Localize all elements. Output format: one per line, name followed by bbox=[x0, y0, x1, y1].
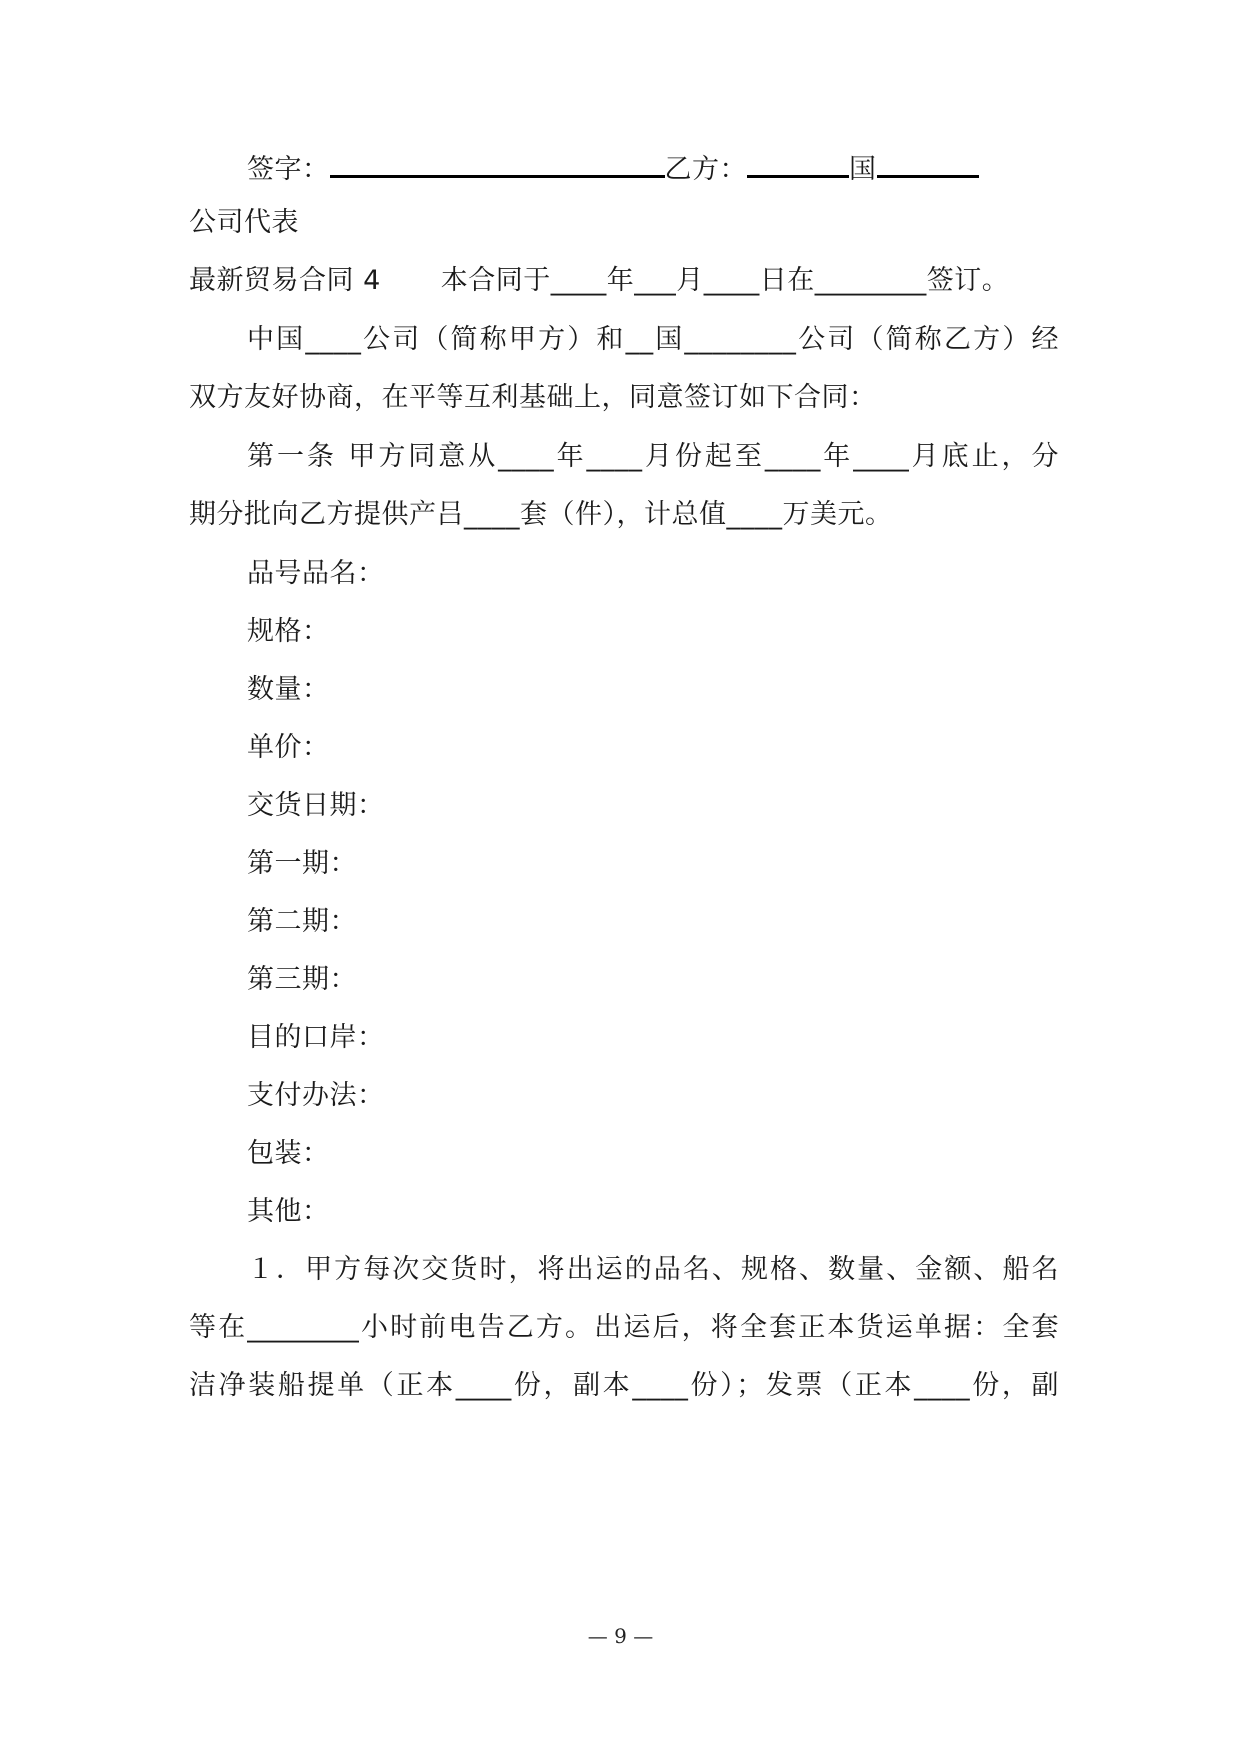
field-phase-three: 第三期： bbox=[247, 964, 357, 995]
field-product-name: 品号品名： bbox=[247, 558, 385, 589]
field-delivery-date: 交货日期： bbox=[247, 790, 385, 821]
party-b-label: 乙方： bbox=[664, 154, 747, 185]
article-one-line: 第一条 甲方同意从____年____月份起至____年____月底止，分 bbox=[247, 441, 1059, 472]
field-destination-port: 目的口岸： bbox=[247, 1022, 385, 1053]
contract-date-text: 本合同于____年___月____日在________签订。 bbox=[440, 265, 1010, 296]
field-quantity: 数量： bbox=[247, 674, 330, 705]
contract-title: 最新贸易合同 4 bbox=[189, 265, 381, 296]
clause-one-line: １．甲方每次交货时，将出运的品名、规格、数量、金额、船名 bbox=[247, 1254, 1059, 1285]
clause-one-continued-2: 洁净装船提单（正本____份，副本____份）；发票（正本____份，副 bbox=[189, 1370, 1059, 1401]
field-specification: 规格： bbox=[247, 616, 330, 647]
signature-blank bbox=[330, 145, 665, 178]
field-payment-method: 支付办法： bbox=[247, 1080, 385, 1111]
field-phase-one: 第一期： bbox=[247, 848, 357, 879]
sign-label: 签字： bbox=[247, 154, 330, 185]
contract-date-line bbox=[189, 261, 1059, 301]
parties-line: 中国____公司（简称甲方）和__国________公司（简称乙方）经 bbox=[247, 324, 1059, 355]
country-blank bbox=[877, 145, 979, 178]
page-number: — 9 — bbox=[587, 1624, 654, 1648]
clause-one-continued-1: 等在________小时前电告乙方。出运后，将全套正本货运单据：全套 bbox=[189, 1312, 1059, 1343]
country-label: 国 bbox=[849, 154, 877, 185]
field-unit-price: 单价： bbox=[247, 732, 330, 763]
company-representative-line: 公司代表 bbox=[189, 207, 299, 238]
agreement-line: 双方友好协商，在平等互利基础上，同意签订如下合同： bbox=[189, 382, 877, 413]
field-packaging: 包装： bbox=[247, 1138, 330, 1169]
field-phase-two: 第二期： bbox=[247, 906, 357, 937]
article-one-continued: 期分批向乙方提供产吕____套（件），计总值____万美元。 bbox=[189, 499, 893, 530]
field-other: 其他： bbox=[247, 1196, 330, 1227]
party-b-blank bbox=[747, 145, 849, 178]
signature-line bbox=[247, 145, 1059, 185]
